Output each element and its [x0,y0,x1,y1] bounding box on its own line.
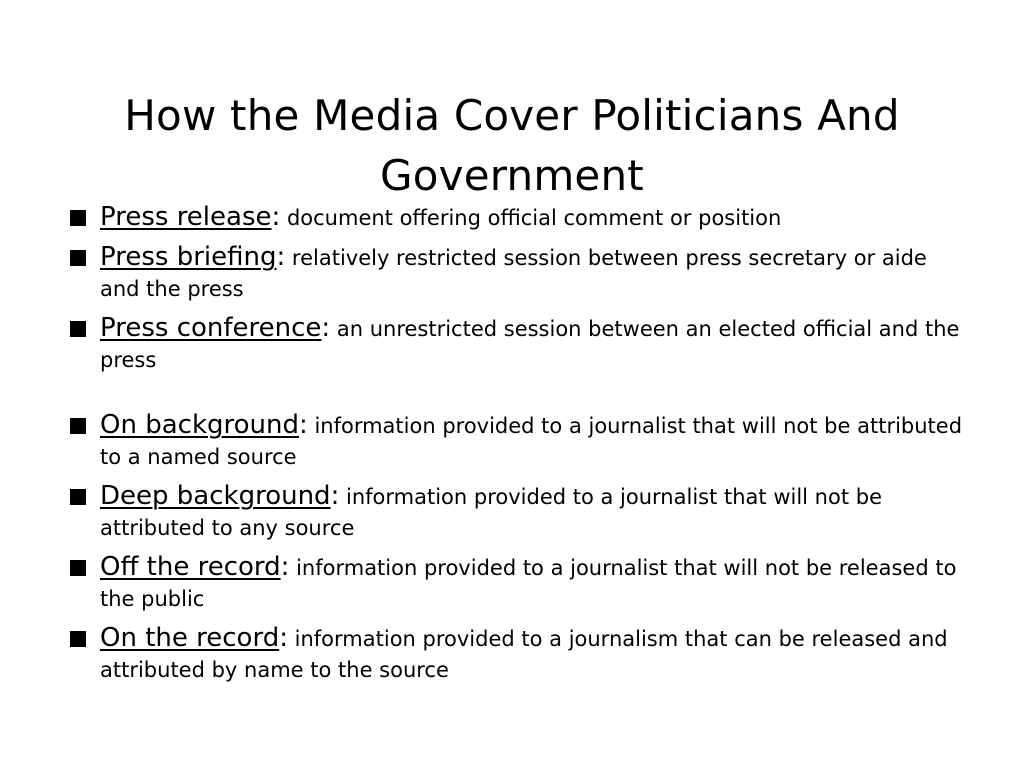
definition-press-briefing: relatively restricted session between press secretary or aide and the press [100,246,927,301]
term-on-background: On background [100,410,299,440]
bullet-item-press-release [68,202,968,234]
square-bullet-icon [70,210,86,226]
term-colon: : [299,410,308,440]
term-deep-background: Deep background [100,481,331,511]
square-bullet-icon [70,631,86,647]
term-colon: : [276,242,286,272]
bullet-item-on-the-record [68,623,968,686]
definition-press-conference: an unrestricted session between an elected official and the press [100,317,960,372]
term-colon: : [330,481,340,511]
square-bullet-icon [70,321,86,337]
term-on-the-record: On the record [100,623,280,653]
square-bullet-icon [70,489,86,505]
bullet-list [68,202,968,694]
square-bullet-icon [70,250,86,266]
definition-press-release: document offering official comment or position [280,206,782,230]
term-press-conference: Press conference [100,313,322,343]
definition-off-the-record: information provided to a journalist that will not be released to the public [100,556,957,611]
term-press-briefing: Press briefing [100,242,277,272]
square-bullet-icon [70,418,86,434]
bullet-item-off-the-record [68,552,968,615]
definition-on-the-record: information provided to a journalism that can be released and attributed by name to the source [100,627,948,682]
term-colon: : [280,552,290,582]
term-press-release: Press release [100,202,272,232]
definition-on-background: information provided to a journalist that will not be attributed to a named source [100,414,963,469]
bullet-item-press-briefing [68,242,968,305]
bullet-item-on-background [68,410,968,473]
slide-title: How the Media Cover Politicians And Government [124,91,900,201]
term-colon: : [271,202,281,232]
bullet-item-deep-background [68,481,968,544]
square-bullet-icon [70,560,86,576]
term-off-the-record: Off the record [100,552,281,582]
term-colon: : [321,313,331,343]
definition-deep-background: information provided to a journalist that will not be attributed to any source [100,485,882,540]
term-colon: : [279,623,288,653]
bullet-item-press-conference [68,313,968,376]
